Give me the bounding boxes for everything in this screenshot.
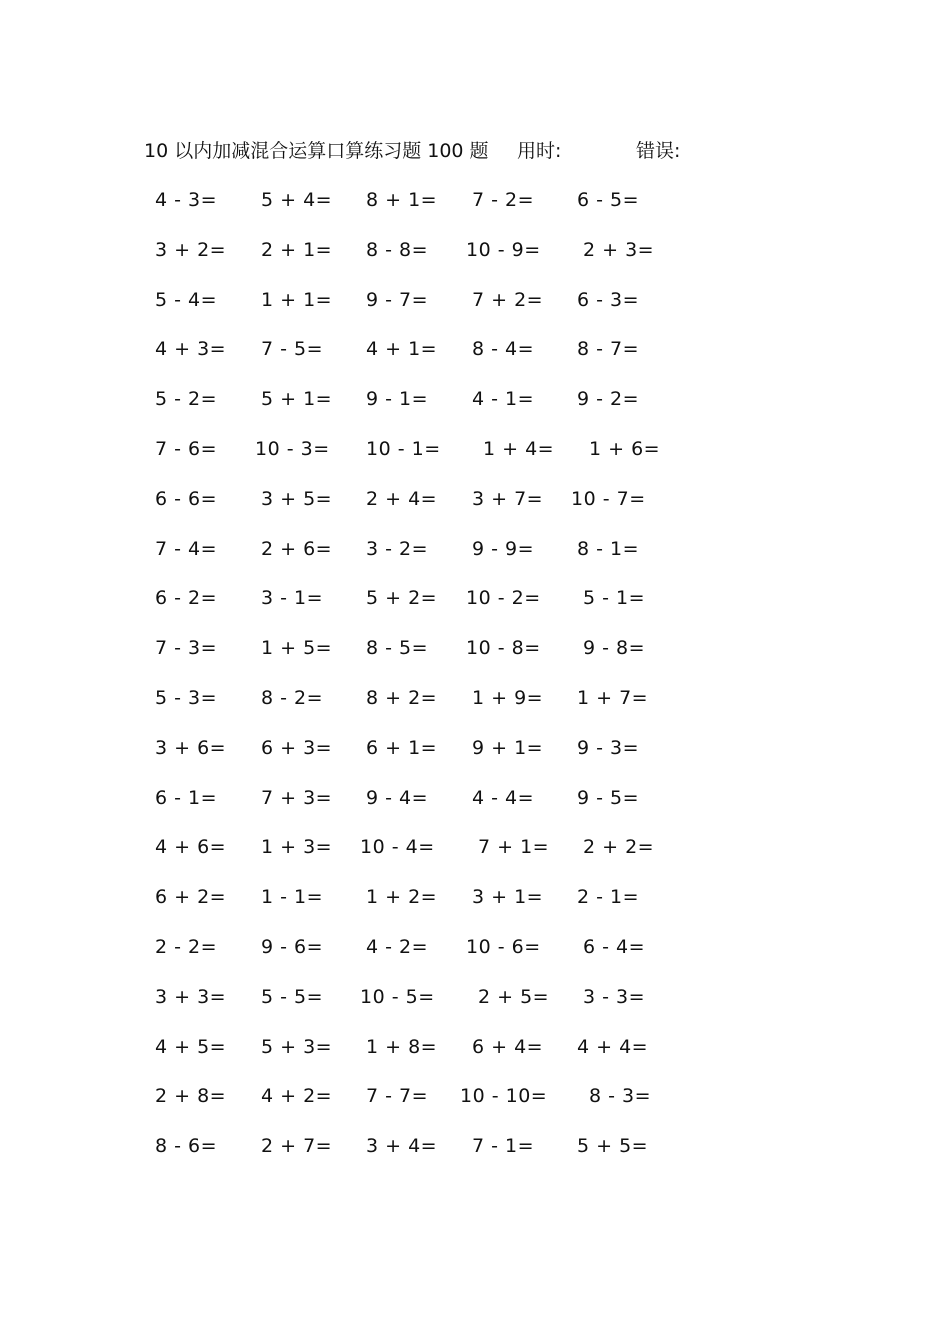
problem-item: 7 + 3= [261,786,333,809]
problem-item: 9 - 9= [472,537,535,560]
problem-row [0,384,950,434]
problem-item: 8 - 2= [261,686,324,709]
problem-item: 10 - 3= [255,437,330,460]
problem-item: 6 + 1= [366,736,438,759]
problem-item: 3 + 1= [472,886,544,909]
problem-item: 6 + 3= [261,736,333,759]
problem-item: 10 - 4= [360,836,435,859]
problem-item: 5 + 5= [577,1135,649,1158]
problem-item: 2 + 5= [478,985,550,1008]
problem-row [0,534,950,584]
problem-item: 2 + 3= [583,238,655,261]
problem-item: 4 - 4= [472,786,535,809]
problem-item: 6 + 4= [472,1035,544,1058]
problem-row [0,583,950,633]
problem-item: 1 + 4= [483,437,555,460]
problem-item: 4 + 6= [155,836,227,859]
problem-item: 7 - 2= [472,189,535,211]
problem-item: 8 - 4= [472,338,535,361]
problem-item: 10 - 2= [466,587,541,610]
problem-item: 5 + 3= [261,1035,333,1058]
problem-item: 2 - 2= [155,935,218,958]
problem-row [0,1131,950,1181]
problem-item: 1 + 2= [366,886,438,909]
problem-item: 3 + 2= [155,238,227,261]
problem-item: 6 - 6= [155,487,218,510]
problem-item: 7 - 1= [472,1135,535,1158]
problem-item: 6 - 4= [583,935,646,958]
problem-item: 9 - 8= [583,637,646,660]
problem-item: 2 + 4= [366,487,438,510]
problem-item: 7 + 1= [478,836,550,859]
problem-item: 6 - 3= [577,288,640,311]
problem-item: 5 + 1= [261,388,333,411]
problem-item: 10 - 1= [366,437,441,460]
problem-item: 2 + 7= [261,1135,333,1158]
problem-item: 9 - 4= [366,786,429,809]
problem-item: 9 + 1= [472,736,544,759]
problem-item: 9 - 1= [366,388,429,411]
worksheet-title: 10 以内加减混合运算口算练习题 100 题 [144,140,489,162]
problem-row [0,285,950,335]
problem-row [0,185,950,235]
problem-item: 10 - 5= [360,985,435,1008]
problem-row [0,334,950,384]
problem-item: 2 + 1= [261,238,333,261]
problem-item: 5 - 5= [261,985,324,1008]
problem-item: 1 + 7= [577,686,649,709]
problem-item: 1 + 9= [472,686,544,709]
problem-item: 3 - 2= [366,537,429,560]
problem-item: 8 - 7= [577,338,640,361]
problem-item: 5 + 4= [261,189,333,211]
worksheet-header [144,137,844,165]
problem-item: 6 + 2= [155,886,227,909]
problem-item: 7 - 3= [155,637,218,660]
problem-item: 2 - 1= [577,886,640,909]
problem-item: 5 - 4= [155,288,218,311]
problem-item: 1 + 8= [366,1035,438,1058]
problem-item: 8 - 3= [589,1085,652,1108]
problem-item: 10 - 10= [460,1085,548,1108]
problem-item: 7 - 4= [155,537,218,560]
problem-grid [0,185,950,1181]
problem-item: 3 + 7= [472,487,544,510]
problem-item: 8 - 8= [366,238,429,261]
problem-row [0,1032,950,1082]
problem-row [0,982,950,1032]
problem-item: 6 - 5= [577,189,640,211]
problem-item: 3 - 1= [261,587,324,610]
problem-item: 1 + 6= [589,437,661,460]
problem-item: 7 - 7= [366,1085,429,1108]
problem-item: 4 + 4= [577,1035,649,1058]
problem-item: 10 - 6= [466,935,541,958]
problem-item: 4 - 1= [472,388,535,411]
problem-item: 3 - 3= [583,985,646,1008]
problem-item: 5 - 1= [583,587,646,610]
problem-item: 2 + 2= [583,836,655,859]
problem-item: 7 - 6= [155,437,218,460]
problem-item: 8 - 6= [155,1135,218,1158]
problem-item: 8 - 1= [577,537,640,560]
problem-item: 5 - 3= [155,686,218,709]
problem-item: 6 - 2= [155,587,218,610]
problem-item: 4 + 3= [155,338,227,361]
problem-item: 5 + 2= [366,587,438,610]
time-used-label: 用时: [517,140,562,162]
problem-item: 6 - 1= [155,786,218,809]
problem-item: 4 + 2= [261,1085,333,1108]
problem-item: 8 + 2= [366,686,438,709]
problem-item: 3 + 6= [155,736,227,759]
problem-item: 5 - 2= [155,388,218,411]
problem-item: 3 + 5= [261,487,333,510]
problem-item: 1 + 5= [261,637,333,660]
problem-item: 9 - 6= [261,935,324,958]
problem-item: 4 - 3= [155,189,218,211]
problem-item: 3 + 4= [366,1135,438,1158]
problem-item: 10 - 9= [466,238,541,261]
problem-item: 3 + 3= [155,985,227,1008]
problem-row [0,783,950,833]
problem-item: 9 - 7= [366,288,429,311]
problem-item: 9 - 3= [577,736,640,759]
problem-item: 7 - 5= [261,338,324,361]
problem-item: 8 - 5= [366,637,429,660]
problem-item: 1 + 3= [261,836,333,859]
problem-item: 1 + 1= [261,288,333,311]
problem-row [0,832,950,882]
problem-row [0,882,950,932]
problem-row [0,683,950,733]
error-count-label: 错误: [636,140,681,162]
problem-item: 9 - 5= [577,786,640,809]
problem-row [0,235,950,285]
problem-item: 9 - 2= [577,388,640,411]
problem-row [0,484,950,534]
problem-item: 1 - 1= [261,886,324,909]
problem-row [0,932,950,982]
problem-row [0,733,950,783]
problem-item: 4 - 2= [366,935,429,958]
problem-item: 2 + 6= [261,537,333,560]
problem-row [0,633,950,683]
problem-item: 4 + 5= [155,1035,227,1058]
problem-item: 4 + 1= [366,338,438,361]
problem-item: 8 + 1= [366,189,438,211]
problem-row [0,1081,950,1131]
problem-item: 10 - 7= [571,487,646,510]
problem-item: 10 - 8= [466,637,541,660]
problem-row [0,434,950,484]
problem-item: 7 + 2= [472,288,544,311]
problem-item: 2 + 8= [155,1085,227,1108]
